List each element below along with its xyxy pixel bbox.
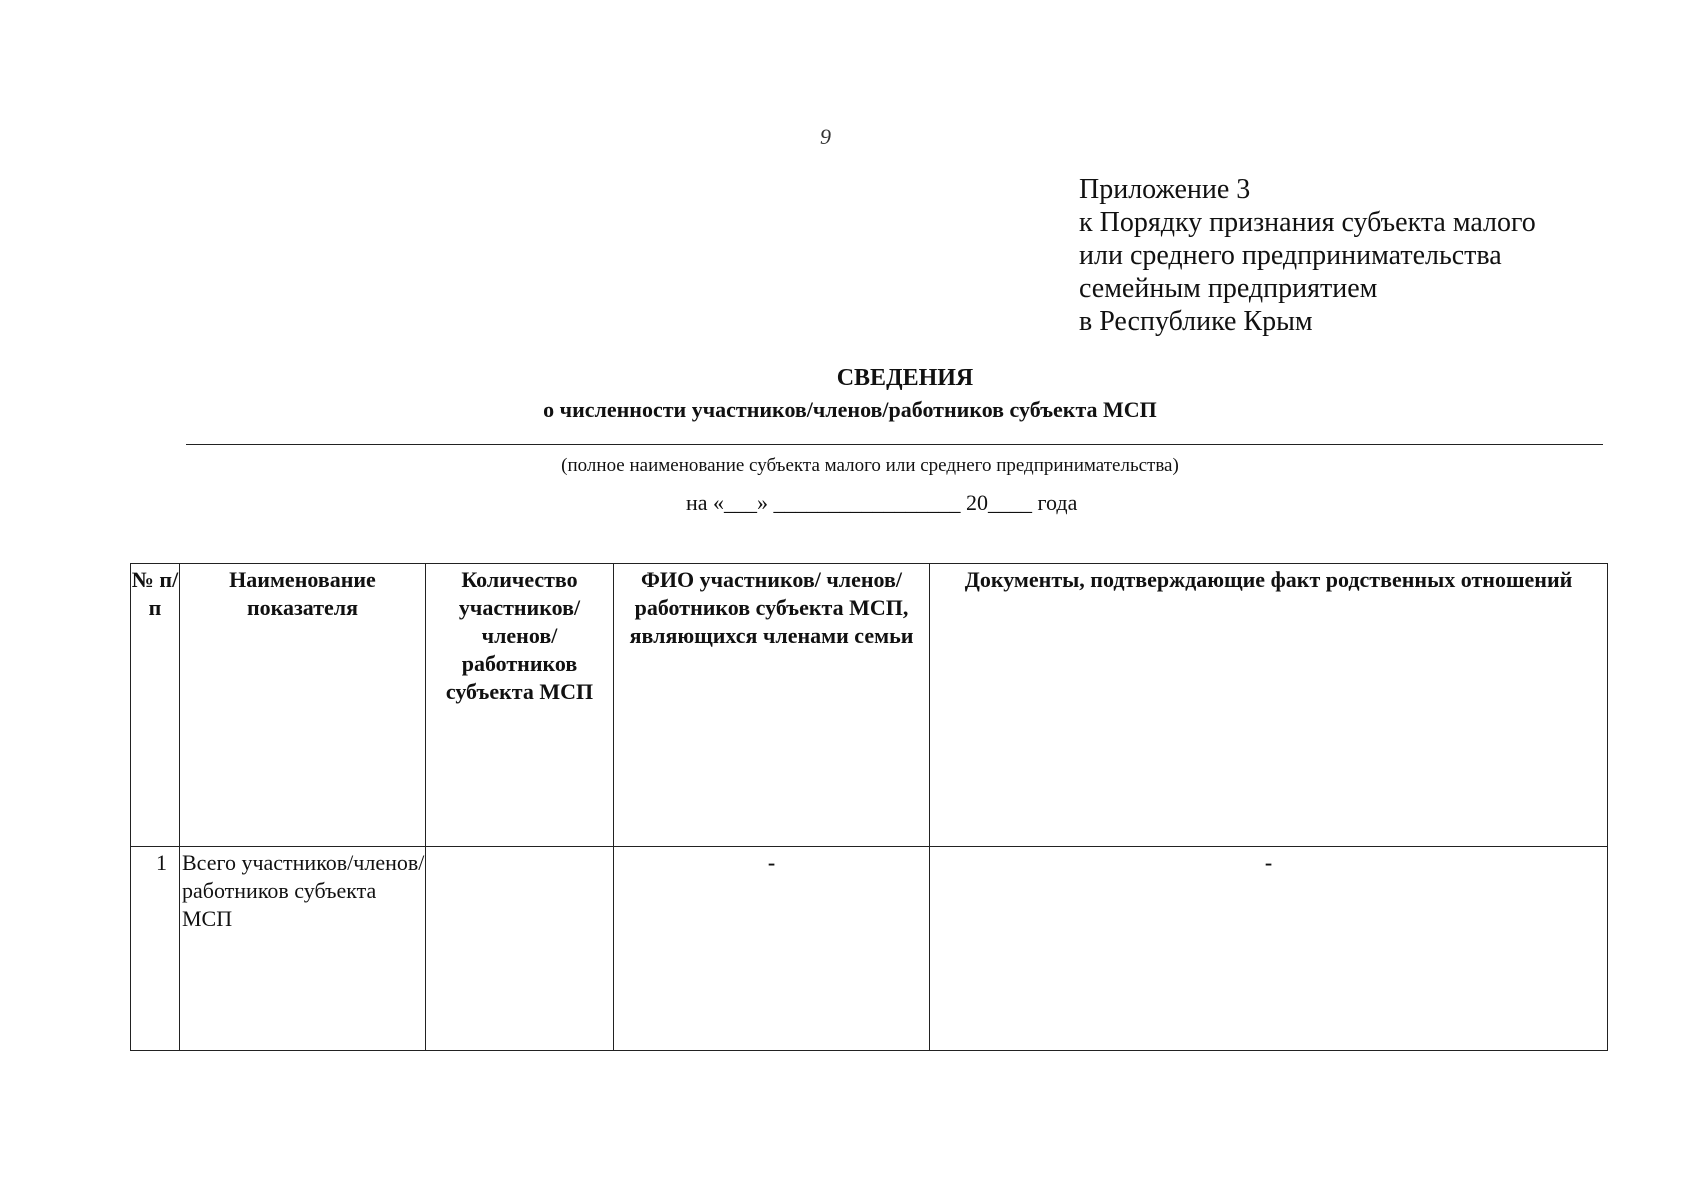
page-number: 9 — [820, 124, 831, 149]
document-title: СВЕДЕНИЯ — [836, 365, 974, 391]
appendix-line: семейным предприятием — [1079, 273, 1378, 304]
column-header-number: № п/п — [131, 564, 180, 847]
column-header-documents: Документы, подтверждающие факт родственных отношений — [930, 564, 1608, 847]
date-line: на «___» _________________ 20____ года — [686, 490, 1078, 515]
row-number-cell: 1 — [131, 847, 180, 1051]
document-subtitle: о численности участников/членов/работников субъекта МСП — [543, 397, 1157, 422]
table-row — [131, 847, 1608, 1051]
data-table — [130, 563, 1608, 1051]
appendix-line: Приложение 3 — [1079, 174, 1251, 205]
organization-name-line — [186, 444, 1603, 445]
column-header-indicator: Наименование показателя — [180, 564, 426, 847]
row-documents-cell: - — [930, 847, 1608, 1051]
appendix-line: или среднего предпринимательства — [1079, 240, 1502, 271]
table-header-row — [131, 564, 1608, 847]
column-header-names: ФИО участников/ членов/ работников субъекта МСП, являющихся членами семьи — [614, 564, 930, 847]
appendix-line: к Порядку признания субъекта малого — [1079, 207, 1536, 238]
row-names-cell: - — [614, 847, 930, 1051]
row-count-cell — [426, 847, 614, 1051]
row-indicator-cell: Всего участников/членов/ работников субъекта МСП — [180, 847, 426, 1051]
appendix-line: в Республике Крым — [1079, 306, 1313, 337]
column-header-count: Количество участников/ членов/ работников субъекта МСП — [426, 564, 614, 847]
appendix-block — [1079, 173, 1536, 338]
organization-name-caption: (полное наименование субъекта малого или среднего предпринимательства) — [561, 455, 1179, 476]
